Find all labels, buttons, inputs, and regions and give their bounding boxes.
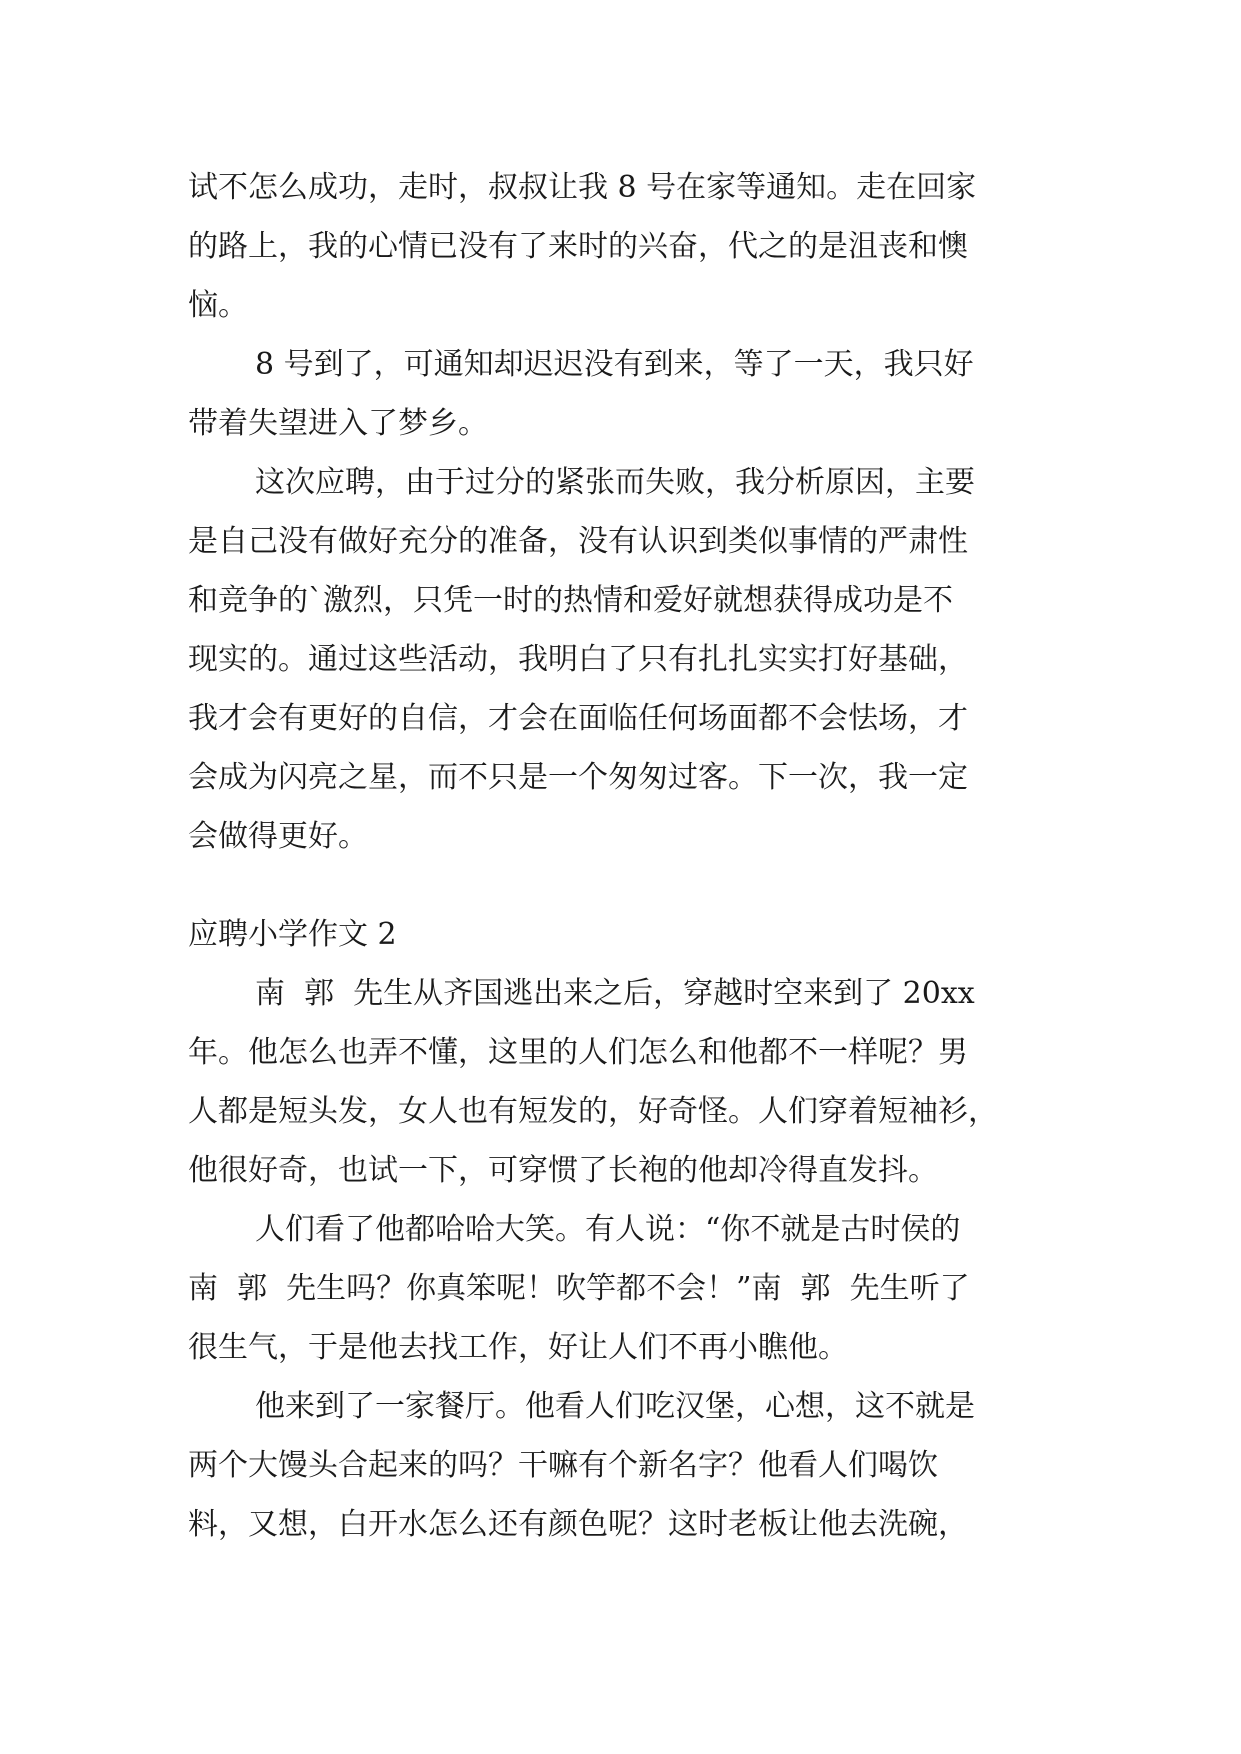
paragraph-line: 南 郭 先生从齐国逃出来之后，穿越时空来到了 20xx (255, 976, 975, 1011)
text-line: 会成为闪亮之星，而不只是一个匆匆过客。下一次，我一定 (188, 760, 968, 795)
text-line: 现实的。通过这些活动，我明白了只有扎扎实实打好基础， (188, 642, 968, 677)
text-line: 会做得更好。 (188, 819, 368, 854)
text-line: 和竞争的`激烈，只凭一时的热情和爱好就想获得成功是不 (188, 583, 953, 618)
text-line: 很生气，于是他去找工作，好让人们不再小瞧他。 (188, 1330, 848, 1365)
paragraph-line: 8 号到了，可通知却迟迟没有到来，等了一天，我只好 (255, 347, 974, 382)
text-line: 南 郭 先生吗？你真笨呢！吹竽都不会！”南 郭 先生听了 (188, 1271, 970, 1306)
text-line: 是自己没有做好充分的准备，没有认识到类似事情的严肃性 (188, 524, 968, 559)
text-line: 试不怎么成功，走时，叔叔让我 8 号在家等通知。走在回家 (188, 170, 977, 205)
text-line: 恼。 (188, 288, 248, 323)
paragraph-line: 他来到了一家餐厅。他看人们吃汉堡，心想，这不就是 (255, 1389, 975, 1424)
text-line: 料，又想，白开水怎么还有颜色呢？这时老板让他去洗碗， (188, 1507, 968, 1542)
text-line: 的路上，我的心情已没有了来时的兴奋，代之的是沮丧和懊 (188, 229, 968, 264)
section-heading: 应聘小学作文 2 (188, 917, 397, 952)
text-line: 年。他怎么也弄不懂，这里的人们怎么和他都不一样呢？男 (188, 1035, 968, 1070)
text-line: 带着失望进入了梦乡。 (188, 406, 488, 441)
paragraph-line: 这次应聘，由于过分的紧张而失败，我分析原因，主要 (255, 465, 975, 500)
paragraph-line: 人们看了他都哈哈大笑。有人说：“你不就是古时侯的 (255, 1212, 961, 1247)
text-line: 他很好奇，也试一下，可穿惯了长袍的他却冷得直发抖。 (188, 1153, 938, 1188)
text-line: 两个大馒头合起来的吗？干嘛有个新名字？他看人们喝饮 (188, 1448, 938, 1483)
text-line: 人都是短头发，女人也有短发的，好奇怪。人们穿着短袖衫， (188, 1094, 998, 1129)
text-line: 我才会有更好的自信，才会在面临任何场面都不会怯场，才 (188, 701, 968, 736)
